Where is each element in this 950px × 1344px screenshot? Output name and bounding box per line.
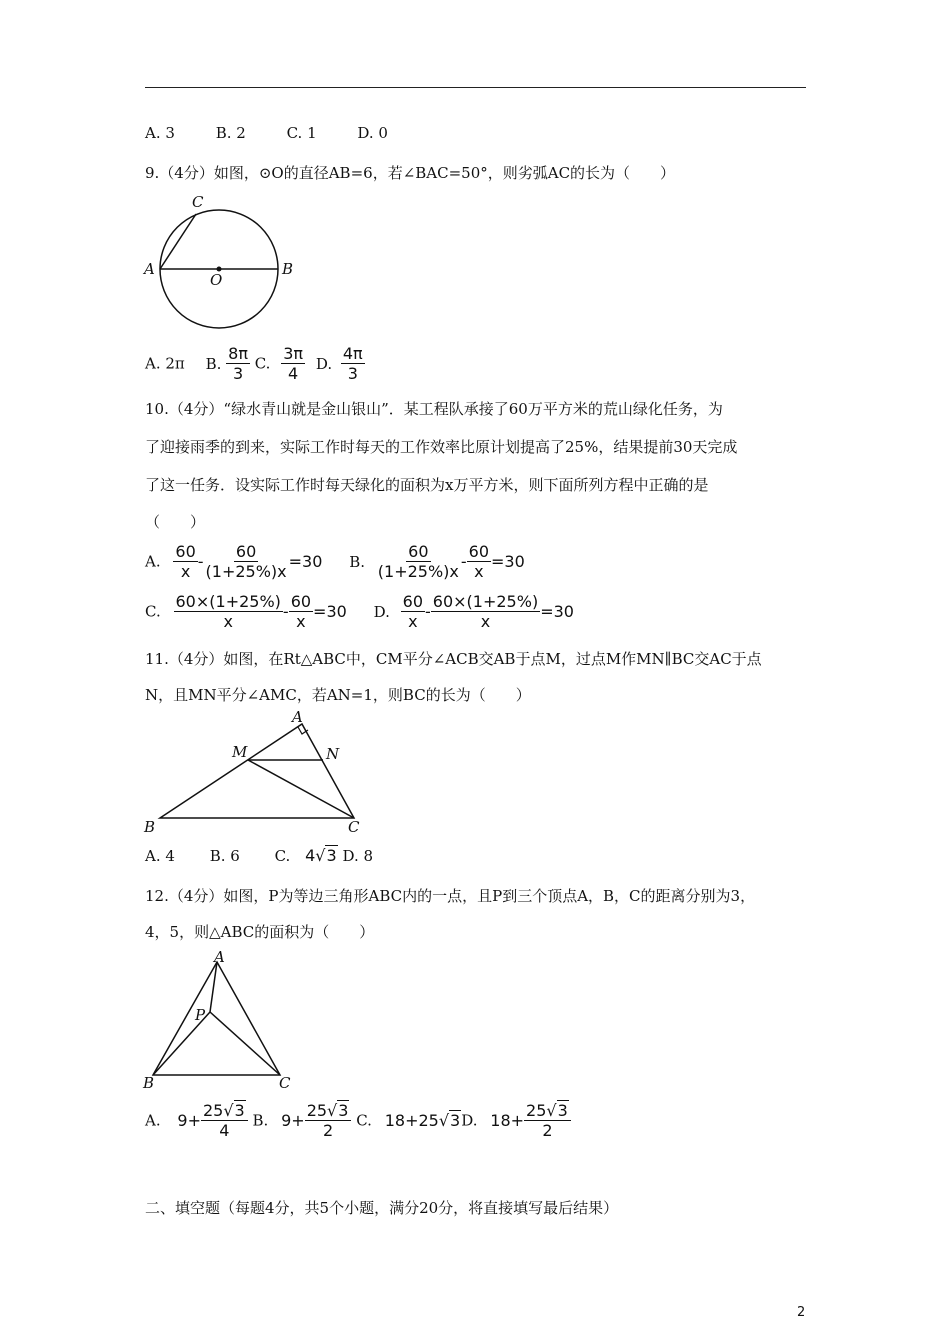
q12-label-p: P xyxy=(195,1006,206,1024)
q12-option-a-prefix: 9+ xyxy=(177,1111,201,1130)
q9-label-o: O xyxy=(210,271,223,289)
q9-options xyxy=(145,344,365,383)
q9-option-a: A. 2π xyxy=(145,354,185,373)
q9-option-b-fraction: $\frac{8\pi}{3}$ xyxy=(228,344,248,383)
q11-option-d: D. 8 xyxy=(342,847,374,865)
q10-option-b-rhs: =30 xyxy=(491,552,525,571)
q9-stem: 9.（4分）如图，⊙O的直径AB=6，若∠BAC=50°，则劣弧AC的长为（ ） xyxy=(145,164,676,182)
q10-option-d-frac-2: $\frac{60\times(1+25\%)}{x}$ xyxy=(432,592,539,631)
q12-option-d-fraction: $\frac{25√3}{2}$ xyxy=(524,1101,571,1140)
q8-option-d: D. 0 xyxy=(357,124,388,142)
q10-option-c-label: C. xyxy=(145,602,161,621)
q11-label-n: N xyxy=(326,745,340,763)
q9-label-a: A xyxy=(144,260,155,278)
q10-option-d-minus: - xyxy=(425,602,431,621)
q10-line-3: 了这一任务．设实际工作时每天绿化的面积为x万平方米，则下面所列方程中正确的是 xyxy=(145,476,709,494)
q9-option-d-fraction: $\frac{4\pi}{3}$ xyxy=(342,344,363,383)
q10-option-c-frac-1: $\frac{60\times(1+25\%)}{x}$ xyxy=(175,592,281,631)
q10-options-row-2 xyxy=(145,592,574,631)
q10-option-b-minus: - xyxy=(460,552,467,571)
q9-circle-figure xyxy=(140,190,310,335)
q11-line-2: N，且MN平分∠AMC，若AN=1，则BC的长为（ ） xyxy=(145,686,531,704)
q10-option-a-frac-1: $\frac{60}{x}$ xyxy=(175,542,196,581)
q9-label-c: C xyxy=(192,193,204,211)
q11-label-b: B xyxy=(144,818,156,836)
q12-option-a-label: A. xyxy=(145,1111,161,1130)
q10-option-d-frac-1: $\frac{60}{x}$ xyxy=(402,592,423,631)
q8-option-b: B. 2 xyxy=(215,124,246,142)
q11-option-c-value: 4√3 xyxy=(305,846,337,865)
q12-option-c-value: 18+25√3 xyxy=(384,1111,461,1130)
section-2-heading: 二、填空题（每题4分，共5个小题，满分20分，将直接填写最后结果） xyxy=(145,1199,619,1217)
q11-option-b: B. 6 xyxy=(209,847,240,865)
q10-option-d-rhs: =30 xyxy=(540,602,574,621)
header-rule xyxy=(145,87,806,88)
q12-option-b-label: B. xyxy=(252,1111,269,1130)
q9-option-b-label: B. xyxy=(205,354,222,373)
q12-line-2: 4，5，则△ABC的面积为（ ） xyxy=(145,923,375,941)
q11-option-a: A. 4 xyxy=(145,847,175,865)
q9-option-c-label: C. xyxy=(254,354,271,373)
q11-label-c: C xyxy=(348,818,360,836)
q10-option-b-frac-1: $\frac{60}{(1+25\%)x}$ xyxy=(377,542,459,581)
q10-option-c-rhs: =30 xyxy=(313,602,347,621)
q10-option-b-label: B. xyxy=(349,552,365,571)
q10-option-b-frac-2: $\frac{60}{x}$ xyxy=(468,542,490,581)
q11-label-a: A xyxy=(292,708,303,726)
q9-option-d-label: D. xyxy=(315,354,333,373)
q12-line-1: 12.（4分）如图，P为等边三角形ABC内的一点，且P到三个顶点A，B，C的距离分别为3， xyxy=(145,887,756,905)
q10-option-c-frac-2: $\frac{60}{x}$ xyxy=(290,592,312,631)
q11-line-1: 11.（4分）如图，在Rt△ABC中，CM平分∠ACB交AB于点M，过点M作MN∥BC交AC于点 xyxy=(145,650,762,668)
q8-options xyxy=(145,124,388,142)
q10-option-a-minus: - xyxy=(197,552,204,571)
q8-option-c: C. 1 xyxy=(286,124,317,142)
q12-option-c-label: C. xyxy=(356,1111,372,1130)
q8-option-a: A. 3 xyxy=(145,124,175,142)
q10-line-1: 10.（4分）“绿水青山就是金山银山”．某工程队承接了60万平方米的荒山绿化任务，为 xyxy=(145,400,723,418)
q11-option-c-label: C. xyxy=(274,847,291,865)
q12-label-c: C xyxy=(279,1074,291,1092)
q12-option-d-label: D. xyxy=(461,1111,478,1130)
q11-options xyxy=(145,846,373,865)
q10-line-2: 了迎接雨季的到来，实际工作时每天的工作效率比原计划提高了25%，结果提前30天完成 xyxy=(145,438,738,456)
q10-line-4: （ ） xyxy=(145,513,206,531)
q10-options-row-1 xyxy=(145,542,525,581)
q12-option-b-fraction: $\frac{25√3}{2}$ xyxy=(305,1101,352,1140)
q12-option-a-fraction: $\frac{25√3}{4}$ xyxy=(201,1101,248,1140)
q10-option-a-rhs: =30 xyxy=(288,552,323,571)
q9-label-b: B xyxy=(282,260,294,278)
q10-option-a-frac-2: $\frac{60}{(1+25\%)x}$ xyxy=(205,542,287,581)
q10-option-d-label: D. xyxy=(373,602,390,621)
q9-option-c-fraction: $\frac{3\pi}{4}$ xyxy=(283,344,304,383)
q12-label-b: B xyxy=(143,1074,155,1092)
q11-triangle-figure xyxy=(140,708,380,838)
q12-options xyxy=(145,1101,571,1140)
q12-triangle-figure xyxy=(140,950,310,1095)
q10-option-c-minus: - xyxy=(282,602,289,621)
q11-label-m: M xyxy=(232,743,248,761)
q12-label-a: A xyxy=(214,950,225,966)
page-number: 2 xyxy=(797,1305,806,1320)
q10-option-a-label: A. xyxy=(145,552,161,571)
q12-option-d-prefix: 18+ xyxy=(490,1111,525,1130)
q12-option-b-prefix: 9+ xyxy=(281,1111,305,1130)
